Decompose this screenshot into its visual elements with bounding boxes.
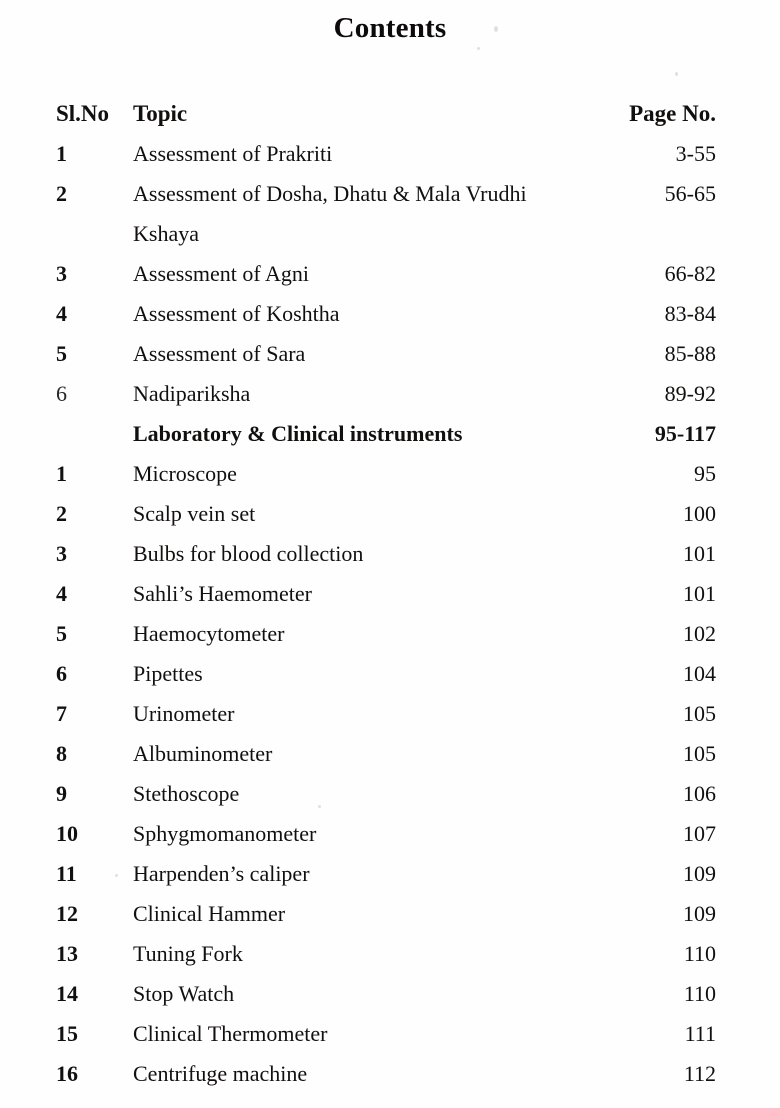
table-row[interactable] [0,295,780,335]
row-page-no: 109 [683,901,716,926]
row-sl-no: 3 [56,541,67,566]
row-topic[interactable]: Assessment of Agni [133,261,309,286]
row-page-no: 83-84 [664,301,716,326]
row-topic[interactable]: Clinical Thermometer [133,1021,328,1046]
row-page-no: 85-88 [664,341,716,366]
row-page-no: 56-65 [664,181,716,206]
table-row[interactable] [0,935,780,975]
row-topic[interactable]: Haemocytometer [133,621,285,646]
table-row[interactable] [0,335,780,375]
row-topic[interactable]: Albuminometer [133,741,273,766]
row-sl-no: 1 [56,141,67,166]
scan-speck [477,47,480,50]
row-topic[interactable]: Bulbs for blood collection [133,541,364,566]
row-sl-no: 2 [56,501,67,526]
row-page-no: 105 [683,741,716,766]
row-sl-no: 9 [56,781,67,806]
row-topic[interactable]: Assessment of Koshtha [133,301,340,326]
row-page-no: 95 [694,461,716,486]
table-row[interactable] [0,1055,780,1095]
row-sl-no: 16 [56,1061,78,1086]
table-row[interactable] [0,855,780,895]
row-sl-no: 2 [56,181,67,206]
row-sl-no: 6 [56,661,67,686]
row-page-no: 101 [683,581,716,606]
row-page-no: 101 [683,541,716,566]
row-page-no: 66-82 [664,261,716,286]
table-row[interactable] [0,375,780,415]
table-row[interactable] [0,975,780,1015]
row-page-no: 106 [683,781,716,806]
row-sl-no: 13 [56,941,78,966]
table-row[interactable] [0,655,780,695]
row-sl-no: 14 [56,981,78,1006]
table-header-row [0,95,780,135]
row-topic[interactable]: Microscope [133,461,237,486]
row-topic[interactable]: Stethoscope [133,781,240,806]
table-row[interactable] [0,775,780,815]
row-topic[interactable]: Sphygmomanometer [133,821,317,846]
table-row[interactable] [0,135,780,175]
row-page-no: 89-92 [664,381,716,406]
row-page-no: 112 [683,1061,716,1086]
row-sl-no: 12 [56,901,78,926]
row-topic[interactable]: Assessment of Dosha, Dhatu & Mala Vrudhi [133,181,527,206]
row-page-no: 109 [683,861,716,886]
table-row[interactable] [0,895,780,935]
row-topic[interactable]: Assessment of Sara [133,341,306,366]
scan-speck [675,72,678,76]
row-topic[interactable]: Tuning Fork [133,941,243,966]
row-page-no: 111 [684,1021,716,1046]
row-topic[interactable]: Clinical Hammer [133,901,286,926]
row-topic[interactable]: Centrifuge machine [133,1061,308,1086]
row-topic-continued: Kshaya [133,221,199,246]
table-row[interactable] [0,495,780,535]
row-topic[interactable]: Harpenden’s caliper [133,861,310,886]
table-row[interactable] [0,535,780,575]
table-row[interactable] [0,175,780,215]
table-row[interactable] [0,1015,780,1055]
column-header-page-no: Page No. [629,101,716,126]
row-topic[interactable]: Stop Watch [133,981,235,1006]
table-row-continuation [0,215,780,255]
table-of-contents [0,95,780,1095]
section-heading-title[interactable]: Laboratory & Clinical instruments [133,421,463,446]
table-row[interactable] [0,815,780,855]
table-row[interactable] [0,255,780,295]
row-sl-no: 3 [56,261,67,286]
row-sl-no: 1 [56,461,67,486]
row-sl-no: 4 [56,581,67,606]
row-topic[interactable]: Sahli’s Haemometer [133,581,313,606]
row-page-no: 104 [683,661,716,686]
column-header-topic: Topic [133,101,188,126]
row-page-no: 3-55 [675,141,716,166]
row-sl-no: 10 [56,821,78,846]
row-sl-no: 6 [56,381,67,406]
row-sl-no: 8 [56,741,67,766]
row-sl-no: 7 [56,701,67,726]
row-topic[interactable]: Pipettes [133,661,203,686]
table-row[interactable] [0,455,780,495]
row-page-no: 107 [683,821,716,846]
row-sl-no: 5 [56,621,67,646]
table-row[interactable] [0,615,780,655]
row-sl-no: 15 [56,1021,78,1046]
row-page-no: 105 [683,701,716,726]
row-topic[interactable]: Urinometer [133,701,235,726]
row-page-no: 110 [683,981,716,1006]
column-header-sl-no: Sl.No [56,101,110,126]
page-title: Contents [333,12,447,44]
section-heading-row [0,415,780,455]
table-row[interactable] [0,575,780,615]
table-row[interactable] [0,735,780,775]
table-row[interactable] [0,695,780,735]
row-page-no: 110 [683,941,716,966]
row-topic[interactable]: Assessment of Prakriti [133,141,333,166]
row-sl-no: 4 [56,301,67,326]
row-topic[interactable]: Scalp vein set [133,501,256,526]
section-heading-page-no: 95-117 [654,421,716,446]
row-sl-no: 11 [56,861,77,886]
row-topic[interactable]: Nadipariksha [133,381,251,406]
row-page-no: 102 [683,621,716,646]
row-sl-no: 5 [56,341,67,366]
row-page-no: 100 [683,501,716,526]
